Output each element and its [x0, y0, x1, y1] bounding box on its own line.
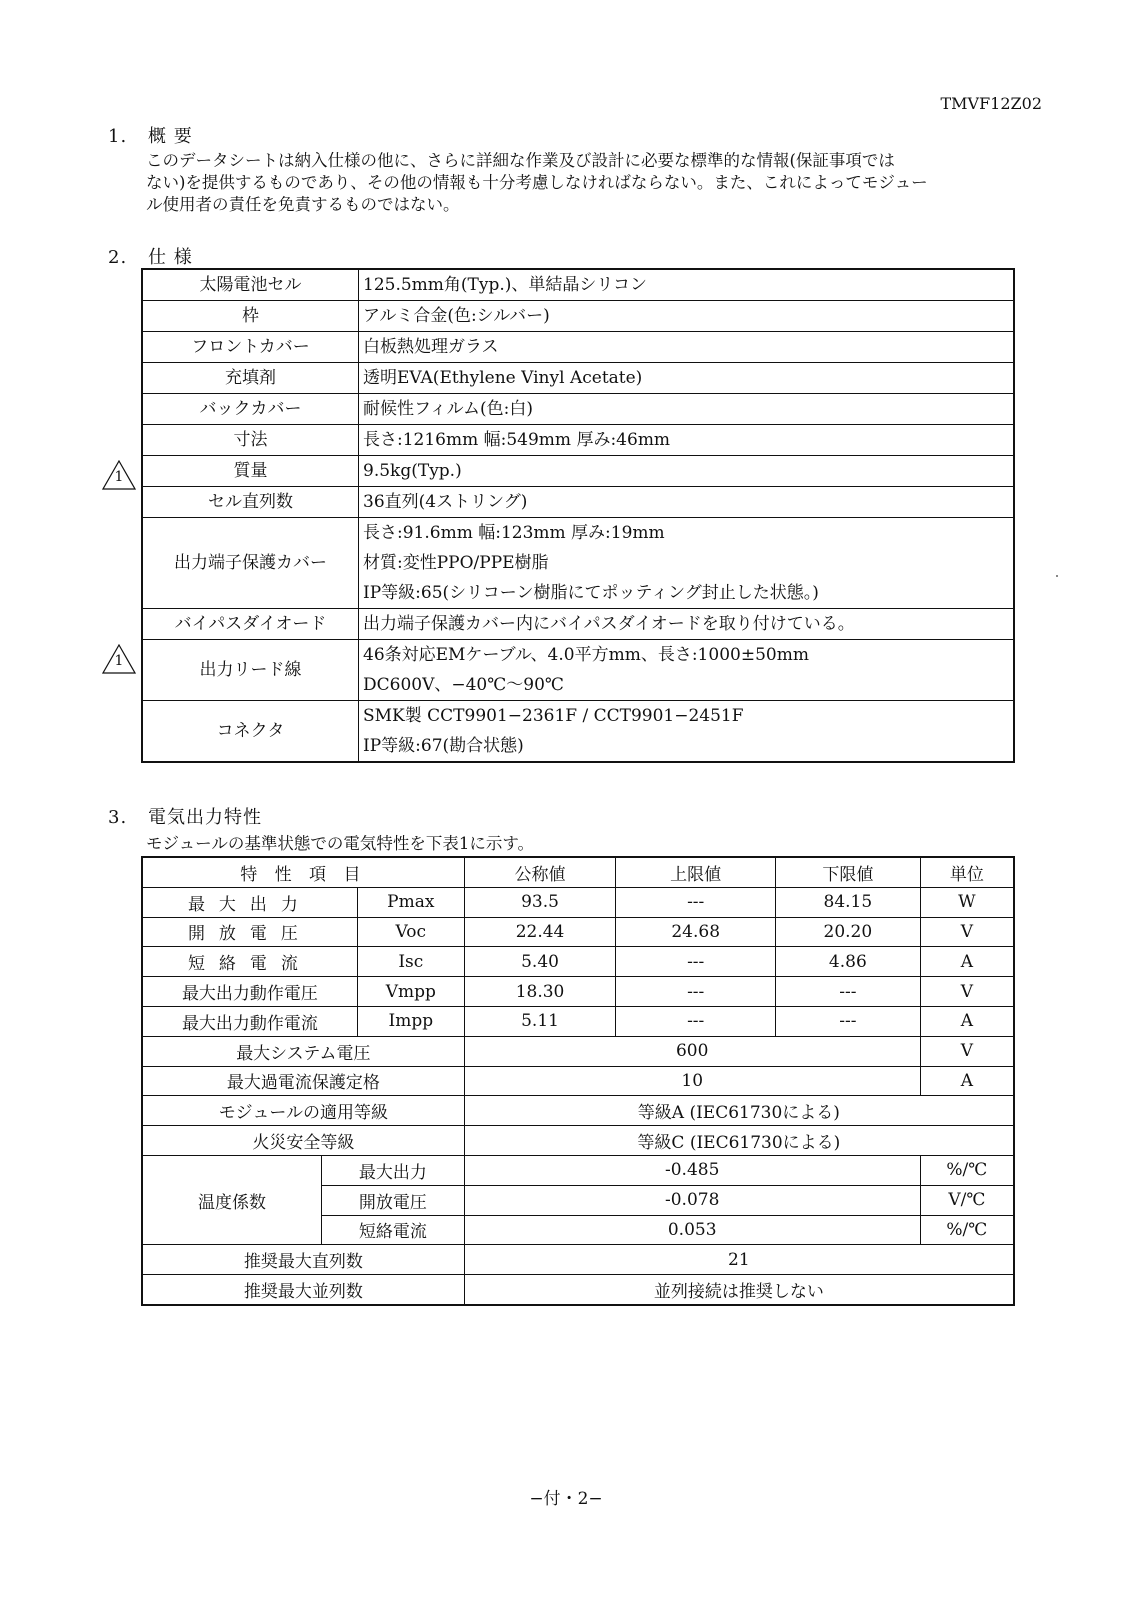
nominal-value: 22.44	[464, 917, 616, 947]
revision-triangle-icon	[102, 644, 136, 674]
spec-row	[142, 701, 1014, 763]
item-name: 最大出力	[142, 887, 357, 917]
revision-number: 1	[114, 653, 124, 669]
page-number: −付・2−	[529, 1489, 603, 1509]
spec-value-line: IP等級:67(勘合状態)	[363, 736, 524, 756]
lower-value: ---	[776, 1006, 921, 1036]
section2-number: 2.	[108, 247, 128, 268]
electrical-table	[141, 856, 1015, 1306]
item-name: モジュールの適用等級	[142, 1096, 464, 1126]
stray-dot	[1056, 575, 1058, 577]
spec-table	[141, 268, 1015, 763]
header-nominal: 公称値	[464, 857, 616, 887]
section3-intro: モジュールの基準状態での電気特性を下表1に示す。	[146, 834, 535, 853]
spec-value-line: 長さ:91.6mm 幅:123mm 厚み:19mm	[363, 523, 665, 543]
spec-value: アルミ合金(色:シルバー)	[359, 301, 1015, 332]
unit: V	[920, 917, 1014, 947]
spec-row	[142, 640, 1014, 701]
unit: A	[920, 1066, 1014, 1096]
spec-label: セル直列数	[142, 487, 359, 518]
spec-row	[142, 363, 1014, 394]
upper-value: ---	[616, 977, 776, 1007]
spec-value: 長さ:1216mm 幅:549mm 厚み:46mm	[359, 425, 1015, 456]
table-row	[142, 887, 1014, 917]
header-item: 特 性 項 目	[142, 857, 464, 887]
revision-number: 1	[114, 469, 124, 485]
item-name: 開放電圧	[142, 917, 357, 947]
unit: A	[920, 947, 1014, 977]
nominal-value: 93.5	[464, 887, 616, 917]
header-upper: 上限値	[616, 857, 776, 887]
unit: A	[920, 1006, 1014, 1036]
item-symbol: Vmpp	[357, 977, 464, 1007]
lower-value: 4.86	[776, 947, 921, 977]
item-value: 並列接続は推奨しない	[464, 1275, 1014, 1305]
spec-value: 出力端子保護カバー内にバイパスダイオードを取り付けている。	[359, 609, 1015, 640]
table-row	[142, 977, 1014, 1007]
item-name: 最大出力動作電流	[142, 1006, 357, 1036]
item-symbol: Isc	[357, 947, 464, 977]
item-name: 最大過電流保護定格	[142, 1066, 464, 1096]
nominal-value: 5.11	[464, 1006, 616, 1036]
table-row	[142, 1066, 1014, 1096]
spec-label: コネクタ	[142, 701, 359, 763]
spec-row	[142, 487, 1014, 518]
spec-row	[142, 609, 1014, 640]
spec-value: 透明EVA(Ethylene Vinyl Acetate)	[359, 363, 1015, 394]
item-value: 600	[464, 1036, 920, 1066]
spec-label: 出力端子保護カバー	[142, 518, 359, 609]
section1-title: 概 要	[148, 126, 193, 147]
spec-value	[359, 701, 1015, 763]
upper-value: ---	[616, 1006, 776, 1036]
table-row	[142, 1096, 1014, 1126]
spec-value	[359, 640, 1015, 701]
spec-value-line: IP等級:65(シリコーン樹脂にてポッティング封止した状態。)	[363, 583, 819, 603]
temp-item-value: -0.078	[464, 1185, 920, 1215]
unit: %/℃	[920, 1155, 1014, 1185]
table-row	[142, 1036, 1014, 1066]
spec-value: 9.5kg(Typ.)	[359, 456, 1015, 487]
item-name: 推奨最大直列数	[142, 1245, 464, 1275]
section2-title: 仕 様	[148, 247, 193, 268]
spec-row	[142, 394, 1014, 425]
section1-number: 1.	[108, 126, 128, 147]
spec-row	[142, 518, 1014, 609]
temp-item-name: 最大出力	[322, 1155, 465, 1185]
unit: V	[920, 977, 1014, 1007]
upper-value: 24.68	[616, 917, 776, 947]
temp-item-name: 開放電圧	[322, 1185, 465, 1215]
item-symbol: Voc	[357, 917, 464, 947]
unit: V/℃	[920, 1185, 1014, 1215]
temp-item-value: 0.053	[464, 1215, 920, 1245]
item-name: 短絡電流	[142, 947, 357, 977]
spec-label: 質量	[142, 456, 359, 487]
spec-value-line: 材質:変性PPO/PPE樹脂	[363, 553, 549, 573]
lower-value: 20.20	[776, 917, 921, 947]
item-value: 等級A (IEC61730による)	[464, 1096, 1014, 1126]
item-value: 10	[464, 1066, 920, 1096]
nominal-value: 5.40	[464, 947, 616, 977]
header-lower: 下限値	[776, 857, 921, 887]
nominal-value: 18.30	[464, 977, 616, 1007]
revision-triangle-icon	[102, 460, 136, 490]
item-name: 火災安全等級	[142, 1126, 464, 1156]
section1-line-2: ない)を提供するものであり、その他の情報も十分考慮しなければならない。また、これによってモジュー	[146, 173, 928, 192]
table-row	[142, 1126, 1014, 1156]
section1-body	[146, 150, 1036, 216]
section1-heading	[108, 122, 193, 148]
spec-value-line: DC600V、−40℃〜90℃	[363, 675, 564, 695]
spec-value-line: 46条対応EMケーブル、4.0平方mm、長さ:1000±50mm	[363, 645, 809, 665]
item-value: 21	[464, 1245, 1014, 1275]
upper-value: ---	[616, 947, 776, 977]
spec-label: 充填剤	[142, 363, 359, 394]
spec-label: バイパスダイオード	[142, 609, 359, 640]
item-name: 推奨最大並列数	[142, 1275, 464, 1305]
temp-item-name: 短絡電流	[322, 1215, 465, 1245]
spec-label: 太陽電池セル	[142, 269, 359, 301]
table-row	[142, 947, 1014, 977]
spec-label: バックカバー	[142, 394, 359, 425]
spec-value: 36直列(4ストリング)	[359, 487, 1015, 518]
spec-value	[359, 518, 1015, 609]
spec-label: 出力リード線	[142, 640, 359, 701]
header-unit: 単位	[920, 857, 1014, 887]
item-symbol: Impp	[357, 1006, 464, 1036]
upper-value: ---	[616, 887, 776, 917]
unit: W	[920, 887, 1014, 917]
spec-row	[142, 332, 1014, 363]
section1-line-3: ル使用者の責任を免責するものではない。	[146, 195, 460, 214]
section1-line-1: このデータシートは納入仕様の他に、さらに詳細な作業及び設計に必要な標準的な情報(保証事項では	[146, 151, 895, 170]
temp-coefficient-label: 温度係数	[142, 1155, 322, 1244]
spec-label: フロントカバー	[142, 332, 359, 363]
spec-label: 枠	[142, 301, 359, 332]
section3-heading	[108, 803, 262, 829]
spec-row	[142, 301, 1014, 332]
spec-row	[142, 425, 1014, 456]
table-row	[142, 1006, 1014, 1036]
spec-value: 耐候性フィルム(色:白)	[359, 394, 1015, 425]
spec-value-line: SMK製 CCT9901−2361F / CCT9901−2451F	[363, 706, 744, 726]
unit: %/℃	[920, 1215, 1014, 1245]
section2-heading	[108, 243, 193, 269]
spec-value: 125.5mm角(Typ.)、単結晶シリコン	[359, 269, 1015, 301]
spec-row	[142, 269, 1014, 301]
spec-row	[142, 456, 1014, 487]
section3-title: 電気出力特性	[148, 807, 262, 828]
table-row	[142, 1275, 1014, 1305]
spec-label: 寸法	[142, 425, 359, 456]
table-row	[142, 1155, 1014, 1185]
lower-value: ---	[776, 977, 921, 1007]
item-name: 最大出力動作電圧	[142, 977, 357, 1007]
section3-number: 3.	[108, 807, 128, 828]
electrical-header-row	[142, 857, 1014, 887]
unit: V	[920, 1036, 1014, 1066]
table-row	[142, 1245, 1014, 1275]
item-name: 最大システム電圧	[142, 1036, 464, 1066]
item-symbol: Pmax	[357, 887, 464, 917]
temp-item-value: -0.485	[464, 1155, 920, 1185]
spec-value: 白板熱処理ガラス	[359, 332, 1015, 363]
table-row	[142, 917, 1014, 947]
lower-value: 84.15	[776, 887, 921, 917]
document-id: TMVF12Z02	[940, 94, 1042, 113]
item-value: 等級C (IEC61730による)	[464, 1126, 1014, 1156]
